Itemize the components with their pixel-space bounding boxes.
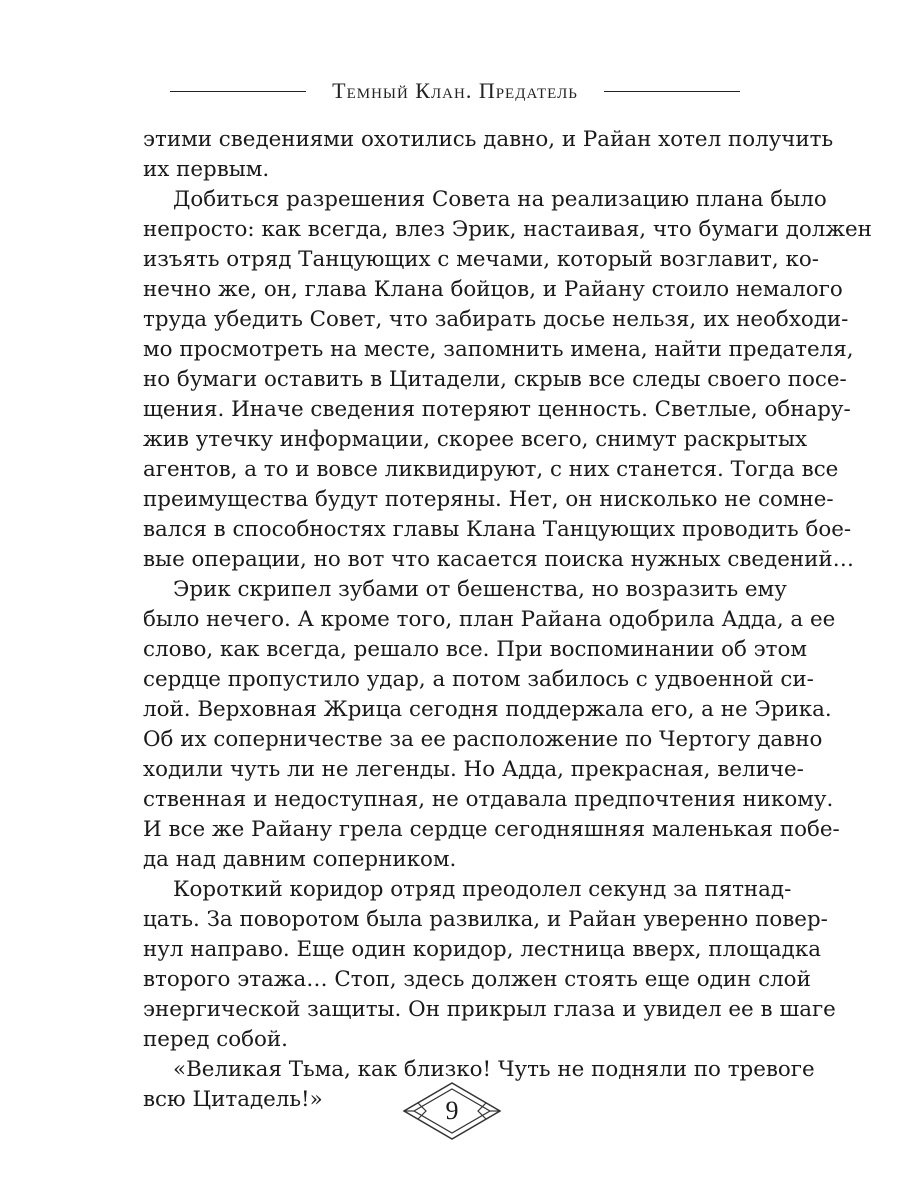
text-line: нечно же, он, глава Клана бойцов, и Райану стоило немалого (143, 277, 843, 302)
text-line: энергической защиты. Он прикрыл глаза и увидел ее в шаге (143, 997, 836, 1022)
text-line: Об их соперничестве за ее расположение по Чертогу давно (143, 727, 823, 752)
text-line: лой. Верховная Жрица сегодня поддержала его, а не Эрика. (143, 697, 832, 722)
text-line: сердце пропустило удар, а потом забилось с удвоенной си- (143, 667, 814, 692)
text-line: слово, как всегда, решало все. При воспоминании об этом (143, 637, 808, 662)
text-line: жив утечку информации, скорее всего, снимут раскрытых (143, 427, 808, 452)
text-line: мо просмотреть на месте, запомнить имена, найти предателя, (143, 337, 854, 362)
text-line: всю Цитадель!» (143, 1087, 323, 1112)
text-line: «Великая Тьма, как близко! Чуть не подняли по тревоге (173, 1057, 815, 1082)
text-line: агентов, а то и вовсе ликвидируют, с них станется. Тогда все (143, 457, 839, 482)
text-line: изъять отряд Танцующих с мечами, который возглавит, ко- (143, 247, 819, 272)
text-line: Короткий коридор отряд преодолел секунд за пятнад- (173, 877, 792, 902)
text-line: нул направо. Еще один коридор, лестница вверх, площадка (143, 937, 821, 962)
text-line: щения. Иначе сведения потеряют ценность. Светлые, обнару- (143, 397, 851, 422)
header-rule-left (170, 91, 306, 92)
text-line: труда убедить Совет, что забирать досье нельзя, их необходи- (143, 307, 849, 332)
header-rule-right (604, 91, 740, 92)
paragraph (143, 875, 836, 1055)
text-line: но бумаги оставить в Цитадели, скрыв все следы своего посе- (143, 367, 847, 392)
text-line: второго этажа… Стоп, здесь должен стоять еще один слой (143, 967, 811, 992)
text-line: цать. За поворотом была развилка, и Райан уверенно повер- (143, 907, 828, 932)
page-number-ornament (400, 1081, 504, 1141)
text-line: этими сведениями охотились давно, и Райан хотел получить (143, 127, 834, 152)
running-title: Темный Клан. Предатель (332, 78, 578, 103)
text-line: вался в способностях главы Клана Танцующих проводить бое- (143, 517, 852, 542)
paragraph (143, 575, 840, 875)
text-line: ственная и недоступная, не отдавала предпочтения никому. (143, 787, 834, 812)
text-line: непросто: как всегда, влез Эрик, настаивая, что бумаги должен (143, 217, 872, 242)
text-line: вые операции, но вот что касается поиска нужных сведений… (143, 547, 855, 572)
text-line: да над давним соперником. (143, 847, 457, 872)
text-line: перед собой. (143, 1027, 288, 1052)
text-line: Добиться разрешения Совета на реализацию плана было (173, 187, 827, 212)
paragraph (143, 125, 834, 185)
text-line: их первым. (143, 157, 270, 182)
text-line: преимущества будут потеряны. Нет, он нисколько не сомне- (143, 487, 834, 512)
text-line: ходили чуть ли не легенды. Но Адда, прекрасная, величе- (143, 757, 804, 782)
text-line: Эрик скрипел зубами от бешенства, но возразить ему (173, 577, 787, 602)
body-text (143, 125, 872, 1115)
paragraph (143, 185, 872, 575)
running-header (0, 78, 900, 104)
text-line: было нечего. А кроме того, план Райана одобрила Адда, а ее (143, 607, 836, 632)
text-line: И все же Райану грела сердце сегодняшняя маленькая побе- (143, 817, 840, 842)
page-number: 9 (445, 1096, 459, 1125)
